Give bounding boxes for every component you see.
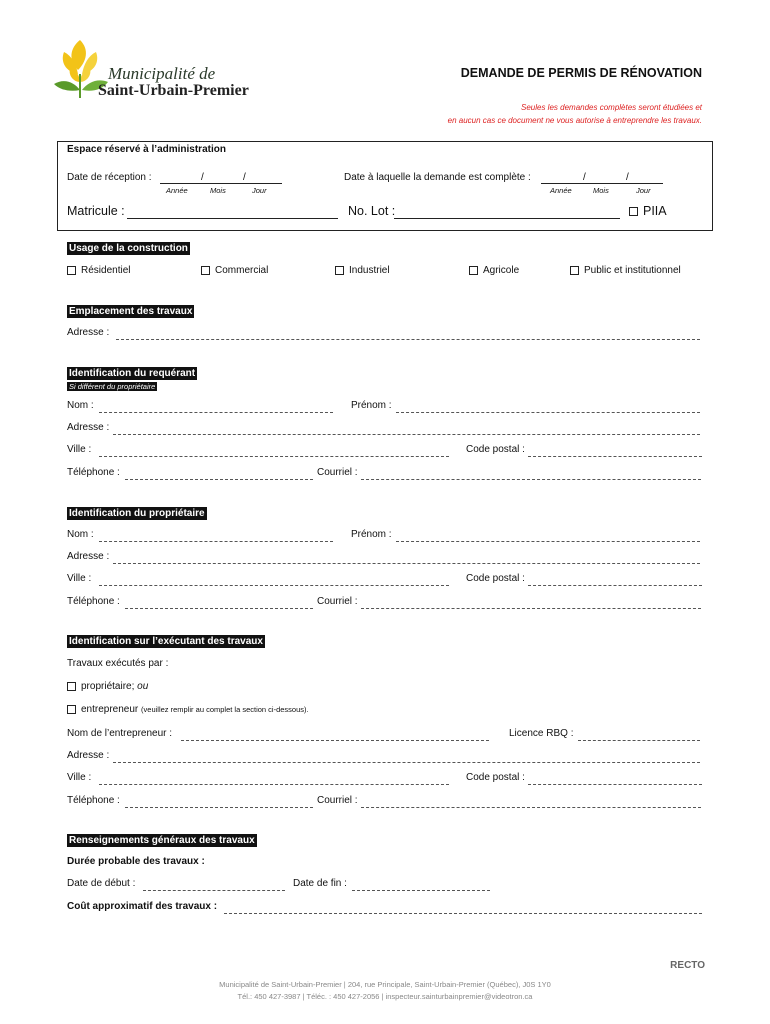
date-slash: / (626, 172, 629, 183)
requerant-adresse-label: Adresse : (67, 422, 110, 433)
logo-script-text: Municipalité de (108, 64, 216, 83)
licence-label: Licence RBQ : (509, 728, 574, 739)
reception-label: Date de réception : (67, 172, 152, 183)
proprietaire-cp-field[interactable] (528, 585, 702, 586)
lot-label: No. Lot : (348, 204, 396, 218)
fin-label: Date de fin : (293, 878, 347, 889)
cout-field[interactable] (224, 913, 702, 914)
checkbox-icon (67, 266, 76, 275)
requerant-subheading: Si différent du propriétaire (69, 382, 156, 391)
mois-label: Mois (210, 186, 226, 195)
proprietaire-adresse-label: Adresse : (67, 551, 110, 562)
requerant-nom-label: Nom : (67, 400, 94, 411)
checkbox-icon (201, 266, 210, 275)
requerant-nom-field[interactable] (99, 412, 333, 413)
option-entrepreneur-label: entrepreneur (81, 704, 139, 715)
mois-label: Mois (593, 186, 609, 195)
executant-adresse-label: Adresse : (67, 750, 110, 761)
duree-label: Durée probable des travaux : (67, 856, 205, 867)
usage-option-residentiel[interactable] (67, 265, 130, 276)
page-side-label: RECTO (670, 960, 705, 971)
proprietaire-tel-field[interactable] (125, 608, 313, 609)
annee-label: Année (166, 186, 188, 195)
checkbox-icon (570, 266, 579, 275)
proprietaire-nom-field[interactable] (99, 541, 333, 542)
cout-label: Coût approximatif des travaux : (67, 901, 218, 912)
requerant-courriel-label: Courriel : (317, 467, 358, 478)
checkbox-icon (629, 207, 638, 216)
piia-checkbox[interactable] (629, 204, 667, 218)
usage-option-public[interactable] (570, 265, 681, 276)
logo-name-text: Saint-Urbain-Premier (98, 82, 249, 99)
fin-field[interactable] (352, 890, 490, 891)
requerant-prenom-field[interactable] (396, 412, 700, 413)
executant-tel-field[interactable] (125, 807, 313, 808)
option-proprietaire-checkbox[interactable] (67, 681, 148, 692)
option-ou-label: ou (137, 681, 149, 692)
executes-par-label: Travaux exécutés par : (67, 658, 169, 669)
proprietaire-ville-field[interactable] (99, 585, 449, 586)
proprietaire-adresse-field[interactable] (113, 563, 700, 564)
option-proprietaire-label: propriétaire; (81, 681, 138, 692)
emplacement-adresse-field[interactable] (116, 339, 700, 340)
matricule-label: Matricule : (67, 204, 125, 218)
emplacement-adresse-label: Adresse : (67, 327, 110, 338)
piia-label: PIIA (643, 204, 667, 218)
proprietaire-tel-label: Téléphone : (67, 596, 120, 607)
executant-courriel-field[interactable] (361, 807, 701, 808)
executant-courriel-label: Courriel : (317, 795, 358, 806)
requerant-courriel-field[interactable] (361, 479, 701, 480)
requerant-heading: Identification du requérant (69, 368, 196, 379)
executant-cp-field[interactable] (528, 784, 702, 785)
entrepreneur-note: (veuillez remplir au complet la section ci-dessous). (141, 705, 309, 714)
option-label: Agricole (483, 265, 520, 276)
note-line-1: Seules les demandes complètes seront étudiées et (521, 103, 702, 112)
option-label: Public et institutionnel (584, 265, 681, 276)
requerant-tel-label: Téléphone : (67, 467, 120, 478)
admin-heading: Espace réservé à l’administration (67, 144, 226, 155)
footer-line-1: Municipalité de Saint-Urbain-Premier | 204, rue Principale, Saint-Urbain-Premier (Québec), J0S 1Y0 (219, 980, 551, 989)
renseignements-heading: Renseignements généraux des travaux (69, 835, 255, 846)
requerant-adresse-field[interactable] (113, 434, 700, 435)
proprietaire-heading: Identification du propriétaire (69, 508, 205, 519)
requerant-prenom-label: Prénom : (351, 400, 392, 411)
requerant-cp-field[interactable] (528, 456, 702, 457)
date-slash: / (583, 172, 586, 183)
reception-date-field[interactable] (160, 183, 282, 184)
date-slash: / (201, 172, 204, 183)
checkbox-icon (67, 705, 76, 714)
requerant-cp-label: Code postal : (466, 444, 525, 455)
note-line-2: en aucun cas ce document ne vous autorise à entreprendre les travaux. (447, 116, 702, 125)
emplacement-heading: Emplacement des travaux (69, 306, 193, 317)
requerant-tel-field[interactable] (125, 479, 313, 480)
proprietaire-nom-label: Nom : (67, 529, 94, 540)
proprietaire-courriel-field[interactable] (361, 608, 701, 609)
executant-ville-label: Ville : (67, 772, 92, 783)
proprietaire-prenom-label: Prénom : (351, 529, 392, 540)
executant-adresse-field[interactable] (113, 762, 700, 763)
jour-label: Jour (252, 186, 267, 195)
option-label: Industriel (349, 265, 390, 276)
usage-option-industriel[interactable] (335, 265, 390, 276)
debut-field[interactable] (143, 890, 285, 891)
executant-cp-label: Code postal : (466, 772, 525, 783)
proprietaire-courriel-label: Courriel : (317, 596, 358, 607)
requerant-ville-field[interactable] (99, 456, 449, 457)
debut-label: Date de début : (67, 878, 136, 889)
usage-heading: Usage de la construction (69, 243, 188, 254)
annee-label: Année (550, 186, 572, 195)
lot-field[interactable] (394, 218, 620, 219)
proprietaire-prenom-field[interactable] (396, 541, 700, 542)
jour-label: Jour (636, 186, 651, 195)
proprietaire-ville-label: Ville : (67, 573, 92, 584)
proprietaire-cp-label: Code postal : (466, 573, 525, 584)
usage-option-commercial[interactable] (201, 265, 268, 276)
entrepreneur-nom-label: Nom de l’entrepreneur : (67, 728, 173, 739)
checkbox-icon (67, 682, 76, 691)
executant-tel-label: Téléphone : (67, 795, 120, 806)
complete-date-field[interactable] (541, 183, 663, 184)
complete-label: Date à laquelle la demande est complète : (344, 172, 531, 183)
footer-line-2: Tél.: 450 427-3987 | Téléc. : 450 427-2056 | inspecteur.sainturbainpremier@videotron.ca (237, 992, 533, 1001)
executant-ville-field[interactable] (99, 784, 449, 785)
option-entrepreneur-checkbox[interactable] (67, 704, 309, 715)
form-title: DEMANDE DE PERMIS DE RÉNOVATION (460, 66, 702, 80)
option-label: Résidentiel (81, 265, 131, 276)
entrepreneur-nom-field[interactable] (181, 740, 489, 741)
checkbox-icon (469, 266, 478, 275)
usage-option-agricole[interactable] (469, 265, 519, 276)
matricule-field[interactable] (127, 218, 338, 219)
requerant-ville-label: Ville : (67, 444, 92, 455)
option-label: Commercial (215, 265, 269, 276)
licence-field[interactable] (578, 740, 700, 741)
executant-heading: Identification sur l’exécutant des travaux (69, 636, 263, 647)
checkbox-icon (335, 266, 344, 275)
date-slash: / (243, 172, 246, 183)
